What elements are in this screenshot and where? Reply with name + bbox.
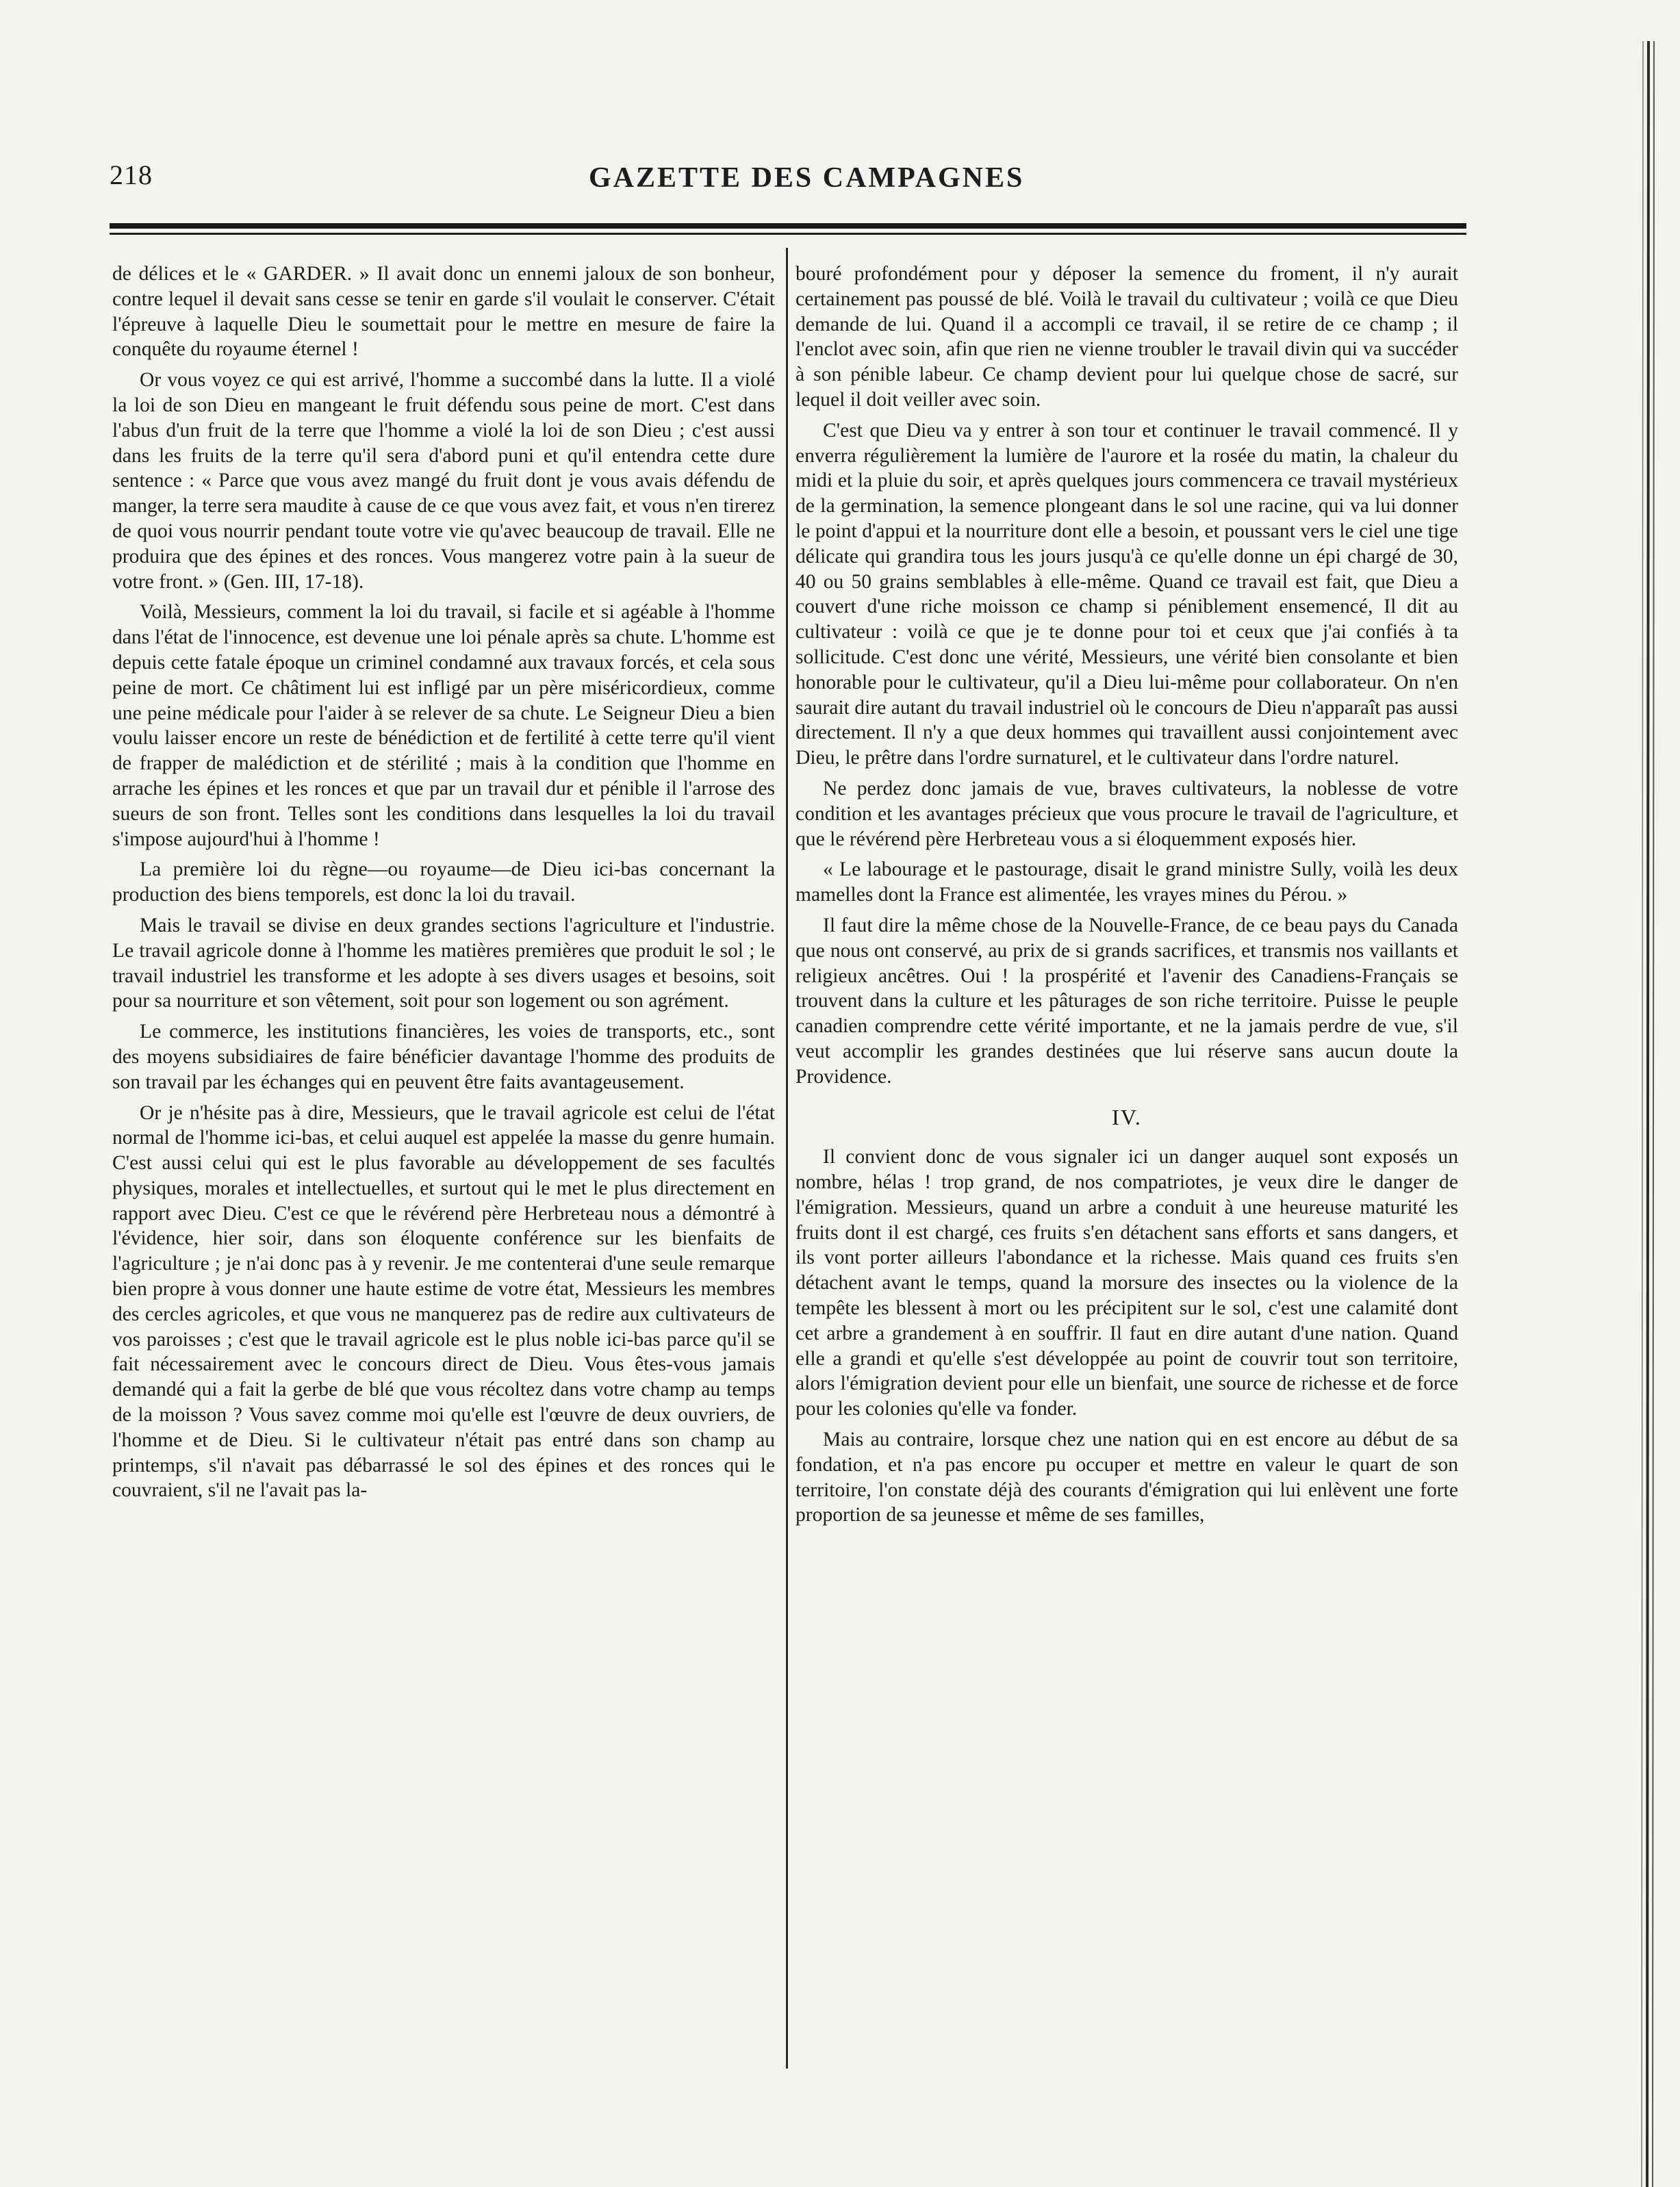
- header-rule-thin: [110, 233, 1466, 235]
- paragraph: Or vous voyez ce qui est arrivé, l'homme a succombé dans la lutte. Il a violé la loi de son Dieu en mangeant le fruit défendu sous peine de mort. C'est dans l'abus d'un fruit de la terre que l'homme a violé la loi de son Dieu ; c'est aussi dans les fruits de la terre qu'il sera d'abord puni et qu'il entendra cette dure sentence : « Parce que vous avez mangé du fruit dont je vous avais défendu de manger, la terre sera maudite à cause de ce que vous avez fait, et vous n'en tirerez de quoi vous nourrir pendant toute votre vie qu'avec beaucoup de travail. Elle ne produira que des épines et des ronces. Vous mangerez votre pain à la sueur de votre front. » (Gen. III, 17-18).: [112, 369, 775, 593]
- paragraph: Voilà, Messieurs, comment la loi du travail, si facile et si agéable à l'homme dans l'état de l'innocence, est devenue une loi pénale après sa chute. L'homme est depuis cette fatale époque un criminel condamné aux travaux forcés, et cela sous peine de mort. Ce châtiment lui est infligé par un père miséricordieux, comme une peine médicale pour l'aider à se relever de sa chute. Le Seigneur Dieu a bien voulu laisser encore un reste de bénédiction et de fertilité à cette terre qu'il vient de frapper de malédiction et de stérilité ; mais à la condition que l'homme en arrache les épines et les ronces et que par un travail dur et pénible il l'arrose des sueurs de son front. Telles sont les conditions dans lesquelles la loi du travail s'impose aujourd'hui à l'homme !: [112, 601, 775, 850]
- paragraph: Mais au contraire, lorsque chez une nation qui en est encore au début de sa fondation, et n'a pas encore pu occuper et mettre en valeur le quart de son territoire, l'on constate déjà des courants d'émigration qui lui enlèvent une forte proportion de sa jeunesse et même de ses familles,: [796, 1429, 1458, 1526]
- paragraph: Or je n'hésite pas à dire, Messieurs, que le travail agricole est celui de l'état normal de l'homme ici-bas, et celui auquel est appelée la masse du genre humain. C'est aussi celui qui est le plus favorable au développement de ses facultés physiques, morales et intellectuelles, et surtout qui le met le plus directement en rapport avec Dieu. C'est ce que le révérend père Herbreteau nous a démontré à l'évidence, hier soir, dans son éloquente conférence sur les bienfaits de l'agriculture ; je n'ai donc pas à y revenir. Je me contenterai d'une seule remarque bien propre à vous donner une haute estime de votre état, Messieurs les membres des cercles agricoles, et que vous ne manquerez pas de redire aux cultivateurs de vos paroisses ; c'est que le travail agricole est le plus noble ici-bas parce qu'il se fait nécessairement avec le concours direct de Dieu. Vous êtes-vous jamais demandé qui a fait la gerbe de blé que vous récoltez dans votre champ au temps de la moisson ? Vous savez comme moi qu'elle est l'œuvre de deux ouvriers, de l'homme et de Dieu. Si le cultivateur n'était pas entré dans son champ au printemps, s'il n'avait pas débarrassé le sol des épines et des ronces qui le couvraient, s'il ne l'avait pas la-: [112, 1101, 775, 1502]
- left-column: [112, 261, 775, 1509]
- scanned-page-edge: [1617, 41, 1680, 2187]
- paragraph: C'est que Dieu va y entrer à son tour et continuer le travail commencé. Il y enverra régulièrement la lumière de l'aurore et la rosée du matin, la chaleur du midi et la pluie du soir, et après quelques jours commencera ce travail mystérieux de la germination, la semence plongeant dans le sol une racine, qui va lui donner le point d'appui et la nourriture dont elle a besoin, et poussant vers le ciel une tige délicate qui grandira tous les jours jusqu'à ce qu'elle donne un épi chargé de 30, 40 ou 50 grains semblables à elle-même. Quand ce travail est fait, que Dieu a couvert d'une riche moisson ce champ si péniblement ensemencé, Il dit au cultivateur : voilà ce que je te donne pour toi et ceux que j'ai confiés à ta sollicitude. C'est donc une vérité, Messieurs, une vérité bien consolante et bien honorable pour le cultivateur, qu'il a Dieu lui-même pour collaborateur. On n'en saurait dire autant du travail industriel où le concours de Dieu n'apparaît pas aussi directement. Il n'y a que deux hommes qui travaillent aussi conjointement avec Dieu, le prêtre dans l'ordre surnaturel, et le cultivateur dans l'ordre naturel.: [796, 419, 1458, 769]
- quotation-paragraph: « Le labourage et le pastourage, disait le grand ministre Sully, voilà les deux mamelles dont la France est alimentée, les vrayes mines du Pérou. »: [796, 858, 1458, 906]
- paragraph: de délices et le « GARDER. » Il avait donc un ennemi jaloux de son bonheur, contre lequel il devait sans cesse se tenir en garde s'il voulait le conserver. C'était l'épreuve à laquelle Dieu le soumettait pour le mettre en mesure de faire la conquête du royaume éternel !: [112, 263, 775, 361]
- paragraph: Il faut dire la même chose de la Nouvelle-France, de ce beau pays du Canada que nous ont conservé, au prix de si grands sacrifices, et transmis nos vaillants et religieux ancêtres. Oui ! la prospérité et l'avenir des Canadiens-Français se trouvent dans la culture et les pâturages de son riche territoire. Puisse le peuple canadien comprendre cette vérité importante, et ne la jamais perdre de vue, s'il veut accomplir les grandes destinées que lui réserve sans aucun doute la Providence.: [796, 914, 1458, 1088]
- section-heading: IV.: [1112, 1104, 1142, 1129]
- header-rule: [110, 223, 1466, 229]
- paragraph: Le commerce, les institutions financières, les voies de transports, etc., sont des moyens subsidiaires de faire bénéficier davantage l'homme des produits de son travail par les échanges qui en peuvent être faits avantageusement.: [112, 1021, 775, 1093]
- column-divider: [786, 248, 788, 2069]
- paragraph: Il convient donc de vous signaler ici un danger auquel sont exposés un nombre, hélas ! trop grand, de nos compatriotes, je veux dire le danger de l'émigration. Messieurs, quand un arbre a conduit à une heureuse maturité les fruits dont il est chargé, ces fruits s'en détachent sans efforts et sans dangers, et ils vont porter ailleurs l'abondance et la richesse. Mais quand ces fruits s'en détachent avant le temps, quand la morsure des insectes ou la violence de la tempête les blessent à mort ou les précipitent sur le sol, c'est une calamité dont cet arbre a grandement à en souffrir. Il faut en dire autant d'une nation. Quand elle a grandi et qu'elle s'est développée au point de couvrir tout son territoire, alors l'émigration devient pour elle un bienfait, une source de richesse et de force pour les colonies qu'elle va fonder.: [796, 1146, 1458, 1420]
- page-number: 218: [110, 159, 153, 190]
- paragraph: Ne perdez donc jamais de vue, braves cultivateurs, la noblesse de votre condition et les avantages précieux que vous procure le travail de l'agriculture, et que le révérend père Herbreteau vous a si éloquemment exposés hier.: [796, 777, 1458, 850]
- paragraph: Mais le travail se divise en deux grandes sections l'agriculture et l'industrie. Le travail agricole donne à l'homme les matières premières que produit le sol ; le travail industriel les transforme et les adopte à ses divers usages et besoins, soit pour sa nourriture et son vêtement, soit pour son logement ou son agrément.: [112, 914, 775, 1012]
- paragraph: bouré profondément pour y déposer la semence du froment, il n'y aurait certainement pas poussé de blé. Voilà le travail du cultivateur ; voilà ce que Dieu demande de lui. Quand il a accompli ce travail, il se retire de ce champ ; il l'enclot avec soin, afin que rien ne vienne troubler le travail divin qui va succéder à son pénible labeur. Ce champ devient pour lui quelque chose de sacré, sur lequel il doit veiller avec soin.: [796, 263, 1458, 411]
- paragraph: La première loi du règne—ou royaume—de Dieu ici-bas concernant la production des biens temporels, est donc la loi du travail.: [112, 858, 775, 906]
- right-column: [796, 261, 1458, 1533]
- running-title: GAZETTE DES CAMPAGNES: [589, 162, 1025, 194]
